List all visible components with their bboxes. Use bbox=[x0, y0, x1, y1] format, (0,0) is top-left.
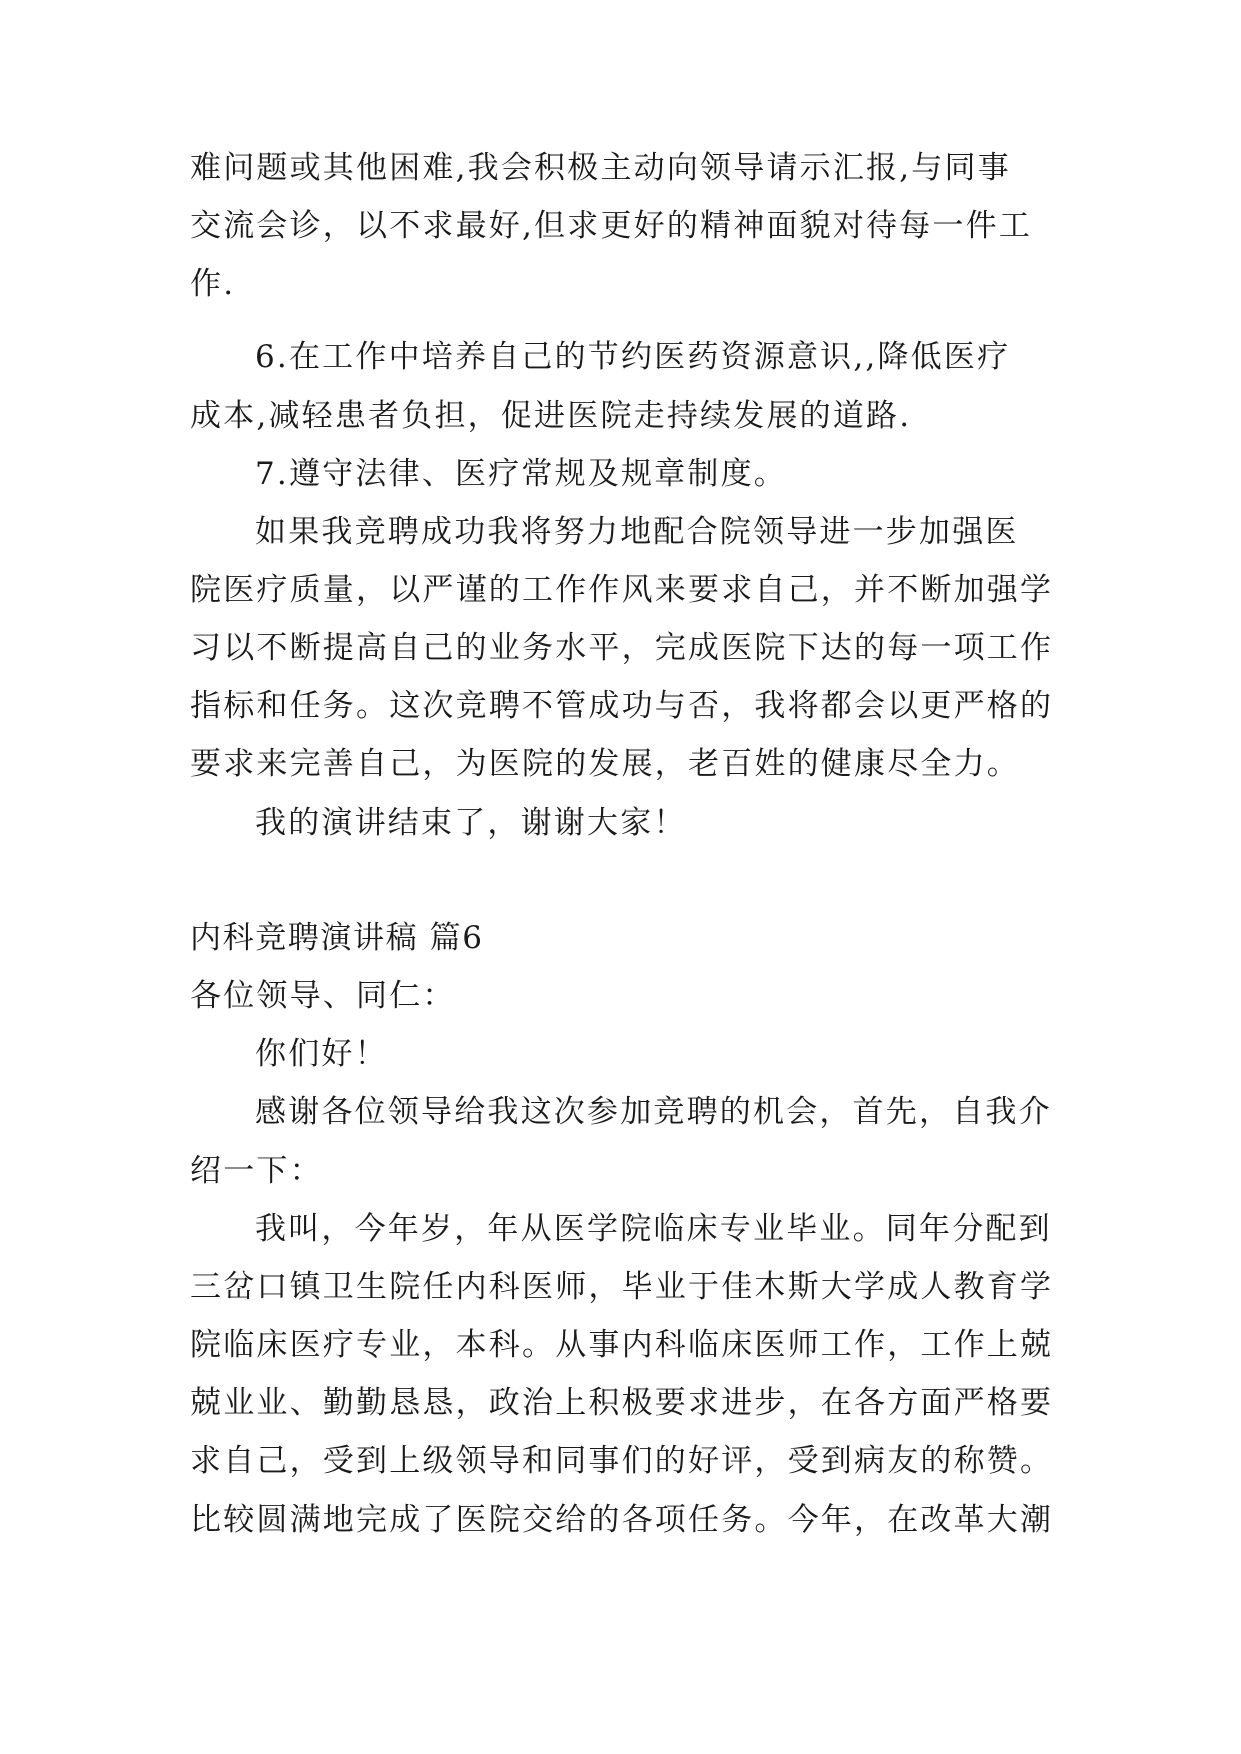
paragraph-line: 院医疗质量，以严谨的工作作风来要求自己，并不断加强学 bbox=[190, 572, 1054, 608]
section-title: 内科竞聘演讲稿 篇6 bbox=[190, 920, 484, 956]
paragraph-line: 绍一下： bbox=[190, 1153, 323, 1189]
paragraph-line: 7.遵守法律、医疗常规及规章制度。 bbox=[255, 456, 787, 492]
paragraph-line: 6.在工作中培养自己的节约医药资源意识,,降低医疗 bbox=[255, 339, 1011, 375]
paragraph-line: 三岔口镇卫生院任内科医师，毕业于佳木斯大学成人教育学 bbox=[190, 1269, 1054, 1305]
paragraph-line: 作. bbox=[190, 266, 236, 302]
paragraph-line: 感谢各位领导给我这次参加竞聘的机会，首先，自我介 bbox=[255, 1094, 1052, 1130]
paragraph-line: 兢业业、勤勤恳恳，政治上积极要求进步，在各方面严格要 bbox=[190, 1385, 1054, 1421]
paragraph-line: 要求来完善自己，为医院的发展，老百姓的健康尽全力。 bbox=[190, 746, 1020, 782]
paragraph-line: 比较圆满地完成了医院交给的各项任务。今年，在改革大潮 bbox=[190, 1502, 1054, 1538]
paragraph-line: 我的演讲结束了，谢谢大家！ bbox=[255, 805, 687, 841]
paragraph-line: 习以不断提高自己的业务水平，完成医院下达的每一项工作 bbox=[190, 630, 1054, 666]
paragraph-line: 交流会诊，以不求最好,但求更好的精神面貌对待每一件工 bbox=[190, 208, 1033, 244]
paragraph-line: 如果我竞聘成功我将努力地配合院领导进一步加强医 bbox=[255, 514, 1019, 550]
paragraph-line: 难问题或其他困难,我会积极主动向领导请示汇报,与同事 bbox=[190, 150, 1011, 186]
paragraph-line: 我叫，今年岁，年从医学院临床专业毕业。同年分配到 bbox=[255, 1211, 1052, 1247]
paragraph-line: 指标和任务。这次竞聘不管成功与否，我将都会以更严格的 bbox=[190, 688, 1054, 724]
paragraph-line: 求自己，受到上级领导和同事们的好评，受到病友的称赞。 bbox=[190, 1443, 1054, 1479]
paragraph-line: 成本,减轻患者负担，促进医院走持续发展的道路. bbox=[190, 398, 912, 434]
paragraph-line: 院临床医疗专业，本科。从事内科临床医师工作，工作上兢 bbox=[190, 1327, 1054, 1363]
greeting: 你们好！ bbox=[255, 1036, 388, 1072]
salutation: 各位领导、同仁： bbox=[190, 978, 456, 1014]
